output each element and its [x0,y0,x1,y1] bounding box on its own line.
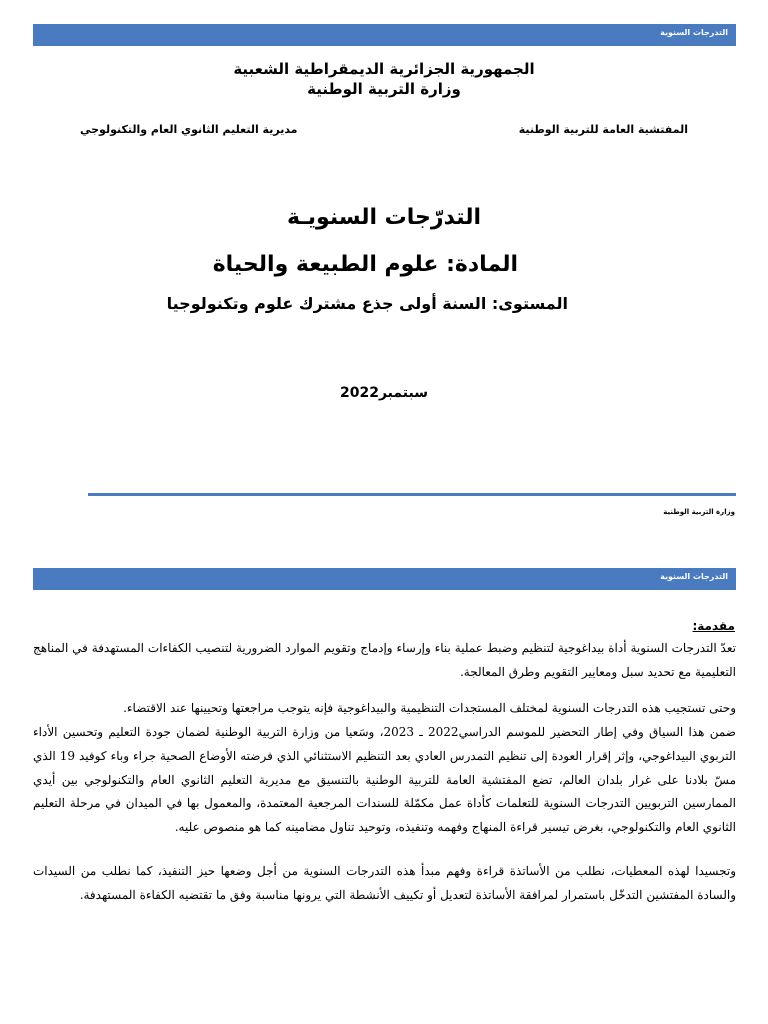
subject-line: المادة: علوم الطبيعة والحياة [212,252,518,277]
header-title: التدرجات السنوية [660,28,728,37]
intro-paragraph: ضمن هذا السياق وفي إطار التحضير للموسم الدراسي2022 ـ 2023، وسَعيا من وزارة التربية الوطنية لضمان جودة التعليم وتحسين الأداء التربوي البيداغوجي، وإثر إقرار العودة إلى تنظيم التمدرس العادي بعد التنظيم الاستثنائي الذي فرضته الأوضاع الصحية جراء وباء كوفيد 19 الذي مسّ بلادنا على غرار بلدان العالم، تضع المفتشية العامة للتربية الوطنية بالتنسيق مع مديرية التعليم الثانوي العام والتكنولوجي بين أيدي الممارسين التربويين التدرجات السنوية للتعلمات كأداة عمل مكمّلة للسندات المرجعية المعتمدة، والمعمول بها في الميدان في مرحلة التعليم الثانوي العام والتكنولوجي، بغرض تيسير قراءة المنهاج وفهمه وتنفيذه، وتوحيد تناول مضامينه كما هو منصوص عليه. [33,725,737,835]
document-title: التدرّجات السنويـة [286,205,482,230]
ministry-name: وزارة التربية الوطنية [307,80,461,98]
page-header-bar [33,24,736,46]
intro-page [0,540,768,1024]
inspection-name: المفتشية العامة للتربية الوطنية [518,123,688,136]
intro-paragraph: وتجسيدا لهذه المعطيات، نطلب من الأساتذة قراءة وفهم مبدأ هذه التدرجات السنوية من أجل وضعها حيز التنفيذ، كما نطلب من السيدات والسادة المفتشين التدخّل باستمرار لمرافقة الأساتذة لتعديل أو تكييف الأنشطة التي يرونها مناسبة وفق ما تقتضيه الكفاءة المستهدفة. [33,864,736,902]
intro-paragraph: تعدّ التدرجات السنوية أداة بيداغوجية لتنظيم وضبط عملية بناء وإرساء وإدماج وتقويم الموارد الضرورية لتنصيب الكفاءات المستهدفة في المناهج التعليمية مع تحديد سبل ومعايير التقويم وطرق المعالجة. [33,641,736,679]
header-title: التدرجات السنوية [660,572,728,581]
directorate-name: مديرية التعليم الثانوي العام والتكنولوجي [80,123,298,136]
intro-heading: مقدمة: [692,619,735,633]
page-footer-text: وزارة التربية الوطنية [663,508,735,516]
intro-paragraph: وحتى تستجيب هذه التدرجات السنوية لمختلف المستجدات التنظيمية والبيداغوجية فإنه يتوجب مراجعتها وتحيينها عند الاقتضاء. [123,701,736,715]
document-date: سبتمبر2022 [340,385,428,401]
republic-name: الجمهورية الجزائرية الديمقراطية الشعبية [233,60,535,78]
level-line: المستوى: السنة أولى جذع مشترك علوم وتكنولوجيا [166,294,568,313]
page-header-bar [33,568,736,590]
page-footer-rule [88,493,736,496]
